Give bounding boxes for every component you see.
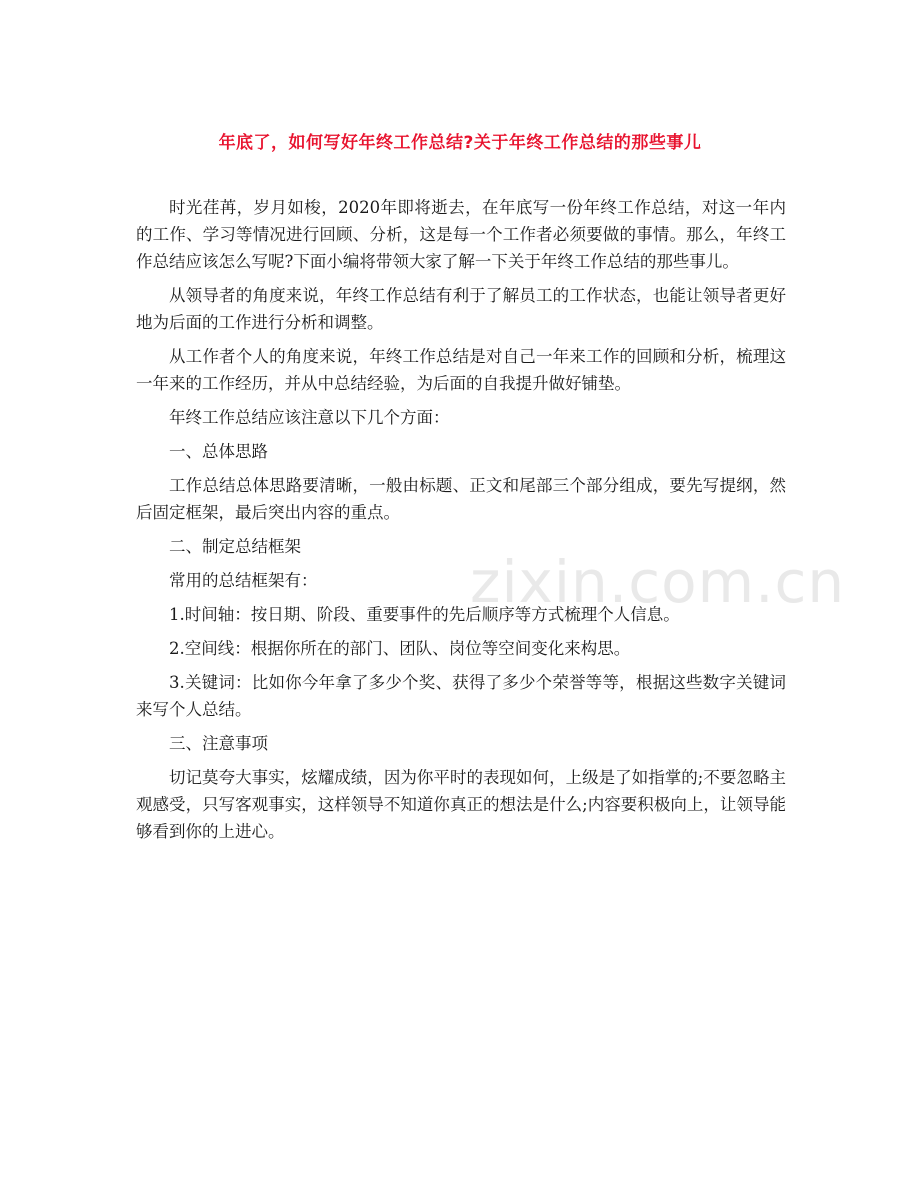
watermark-text: zixin.com.cn bbox=[470, 548, 846, 616]
section-heading-2: 二、制定总结框架 bbox=[169, 537, 301, 556]
paragraph-worker-view: 从工作者个人的角度来说，年终工作总结是对自己一年来工作的回顾和分析，梳理这一年来的工作经历，并从中总结经验，为后面的自我提升做好铺垫。 bbox=[136, 347, 786, 393]
list-item-keywords: 3.关键词：比如你今年拿了多少个奖、获得了多少个荣誉等等，根据这些数字关键词来写个人总结。 bbox=[136, 673, 786, 719]
paragraph-framework-intro: 常用的总结框架有： bbox=[169, 571, 318, 590]
document-title: 年底了，如何写好年终工作总结?关于年终工作总结的那些事儿 bbox=[218, 133, 702, 153]
list-item-space: 2.空间线：根据你所在的部门、团队、岗位等空间变化来构思。 bbox=[169, 639, 631, 658]
paragraph-leader-view: 从领导者的角度来说，年终工作总结有利于了解员工的工作状态，也能让领导者更好地为后面的工作进行分析和调整。 bbox=[136, 286, 786, 332]
paragraph-overall-idea: 工作总结总体思路要清晰，一般由标题、正文和尾部三个部分组成，要先写提纲，然后固定框架，最后突出内容的重点。 bbox=[136, 476, 786, 522]
document-body bbox=[136, 194, 786, 852]
paragraph-notes: 切记莫夸大事实，炫耀成绩，因为你平时的表现如何，上级是了如指掌的;不要忽略主观感受，只写客观事实，这样领导不知道你真正的想法是什么;内容要积极向上，让领导能够看到你的上进心。 bbox=[136, 768, 786, 841]
paragraph-aspects-intro: 年终工作总结应该注意以下几个方面： bbox=[169, 408, 450, 427]
list-item-timeline: 1.时间轴：按日期、阶段、重要事件的先后顺序等方式梳理个人信息。 bbox=[169, 605, 680, 624]
paragraph-intro: 时光荏苒，岁月如梭，2020年即将逝去，在年底写一份年终工作总结，对这一年内的工作、学习等情况进行回顾、分析，这是每一个工作者必须要做的事情。那么，年终工作总结应该怎么写呢?下面小编将带领大家了解一下关于年终工作总结的那些事儿。 bbox=[136, 198, 786, 271]
section-heading-1: 一、总体思路 bbox=[169, 442, 268, 461]
section-heading-3: 三、注意事项 bbox=[169, 734, 268, 753]
